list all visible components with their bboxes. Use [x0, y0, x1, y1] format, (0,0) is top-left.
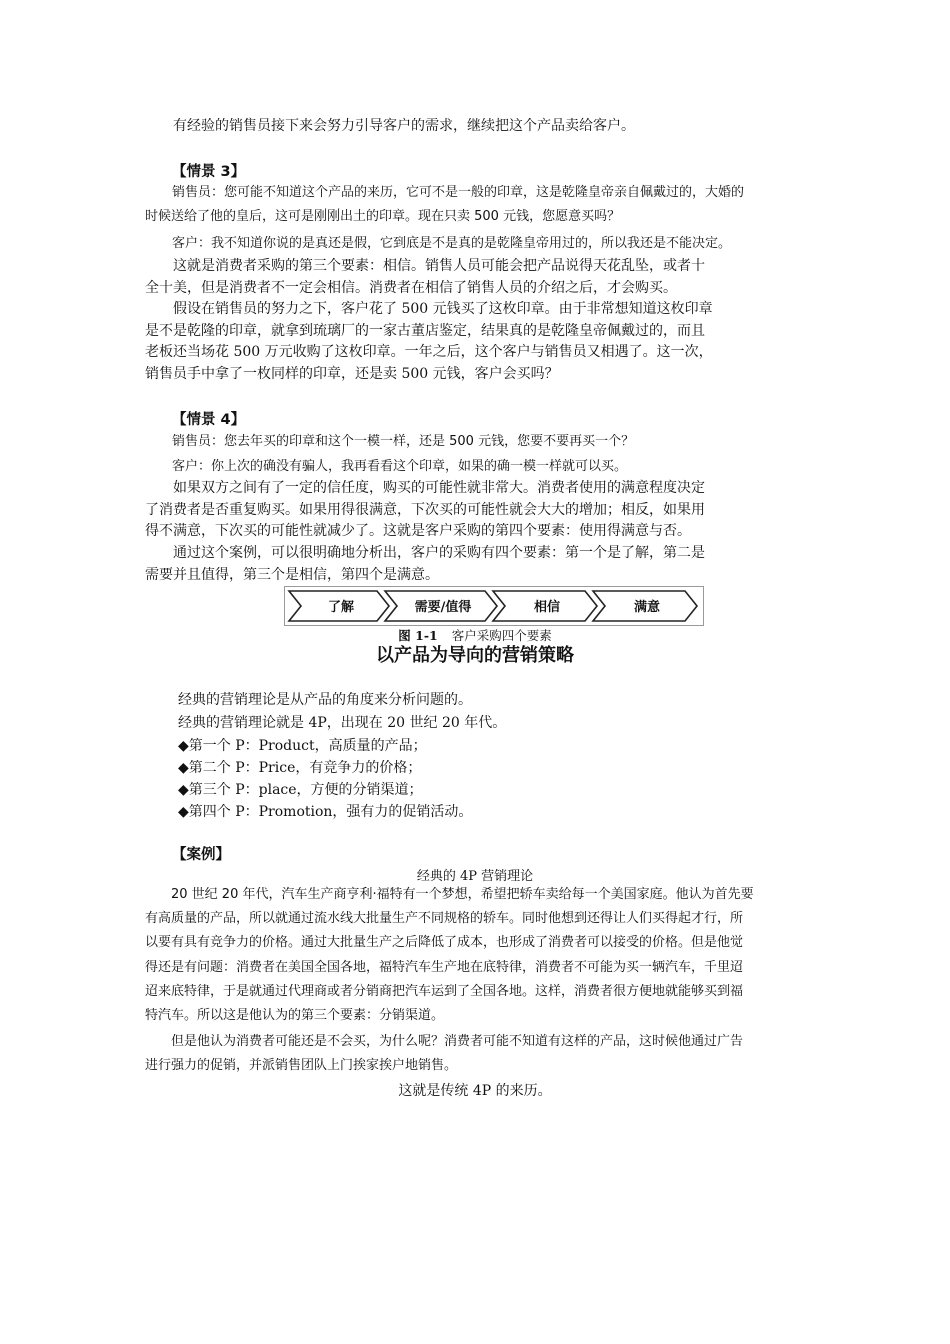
case-p1-line3: 以要有具有竞争力的价格。通过大批量生产之后降低了成本，也形成了消费者可以接受的价格。但是他觉	[145, 935, 744, 951]
scene3-seller-dialogue	[172, 181, 812, 205]
scene4-heading: 【情景 4】	[172, 412, 246, 428]
figure-caption-text: 客户采购四个要素	[451, 628, 552, 643]
intro-paragraph: 有经验的销售员接下来会努力引导客户的需求，继续把这个产品卖给客户。	[173, 118, 635, 134]
step-label-4: 满意	[633, 600, 661, 615]
bullet-promotion: ◆第四个 P：Promotion，强有力的促销活动。	[178, 804, 473, 820]
scene3-p1-line2: 全十美，但是消费者不一定会相信。消费者在相信了销售人员的介绍之后，才会购买。	[145, 279, 677, 296]
scene3-heading: 【情景 3】	[172, 164, 246, 180]
scene3-p2-line3: 老板还当场花 500 万元收购了这枚印章。一年之后，这个客户与销售员又相遇了。这一次，	[145, 344, 713, 360]
case-p2-line2: 进行强力的促销，并派销售团队上门挨家挨户地销售。	[145, 1058, 458, 1074]
case-p1-line5: 迢来底特律，于是就通过代理商或者分销商把汽车运到了全国各地。这样，消费者很方便地就能够买到福	[145, 983, 744, 999]
case-paragraph-1	[145, 883, 807, 1028]
scene3-seller-line1: 销售员：您可能不知道这个产品的来历，它可不是一般的印章，这是乾隆皇帝亲自佩戴过的，大婚的	[172, 185, 745, 200]
scene3-paragraph-2	[145, 299, 807, 385]
scene4-p1-line1: 如果双方之间有了一定的信任度，购买的可能性就非常大。消费者使用的满意程度决定	[173, 480, 705, 496]
case-p1-line4: 得还是有问题：消费者在美国全国各地，福特汽车生产地在底特律，消费者不可能为买一辆汽车，千里迢	[145, 959, 744, 975]
case-p1-line6: 特汽车。所以这是他认为的第三个要素：分销渠道。	[145, 1008, 445, 1024]
figure-caption-label: 图 1-1	[398, 628, 438, 643]
scene4-p2-line1: 通过这个案例，可以很明确地分析出，客户的采购有四个要素：第一个是了解，第二是	[173, 545, 705, 561]
case-p1-line2: 有高质量的产品，所以就通过流水线大批量生产不同规格的轿车。同时他想到还得让人们买得起才行，所	[145, 911, 744, 927]
purchase-arrows-diagram	[285, 587, 703, 625]
bullet-place: ◆第三个 P：place，方便的分销渠道；	[178, 782, 423, 798]
scene3-p2-line2: 是不是乾隆的印章，就拿到琉璃厂的一家古董店鉴定，结果真的是乾隆皇帝佩戴过的，而且	[145, 322, 705, 339]
case-paragraph-2	[145, 1030, 807, 1078]
bullet-price: ◆第二个 P：Price，有竞争力的价格；	[178, 760, 422, 776]
step-label-2: 需要/值得	[414, 600, 472, 615]
case-p2-line1: 但是他认为消费者可能还是不会买，为什么呢？消费者可能不知道有这样的产品，这时候他通过广告	[171, 1034, 744, 1049]
scene3-p2-line1: 假设在销售员的努力之下，客户花了 500 元钱买了这枚印章。由于非常想知道这枚印章	[173, 301, 713, 317]
scene3-seller-line2: 时候送给了他的皇后，这可是刚刚出土的印章。现在只卖 500 元钱，您愿意买吗？	[145, 209, 621, 224]
case-subtitle: 经典的 4P 营销理论	[416, 869, 534, 884]
scene4-paragraph-1	[145, 478, 807, 543]
theory-line-2: 经典的营销理论就是 4P，出现在 20 世纪 20 年代。	[178, 715, 507, 731]
step-label-3: 相信	[533, 600, 561, 615]
theory-line-1: 经典的营销理论是从产品的角度来分析问题的。	[178, 692, 472, 708]
scene3-p2-line4: 销售员手中拿了一枚同样的印章，还是卖 500 元钱，客户会买吗？	[145, 365, 559, 382]
scene3-customer-dialogue: 客户：我不知道你说的是真还是假，它到底是不是真的是乾隆皇帝用过的，所以我还是不能决定。	[172, 236, 732, 251]
scene4-p2-line2: 需要并且值得，第三个是相信，第四个是满意。	[145, 566, 439, 583]
case-p1-line1: 20 世纪 20 年代，汽车生产商亨利·福特有一个梦想，希望把轿车卖给每一个美国家庭。他认为首先要	[171, 887, 754, 902]
scene3-paragraph-1	[145, 256, 807, 299]
case-closing: 这就是传统 4P 的来历。	[398, 1083, 552, 1099]
bullet-product: ◆第一个 P：Product，高质量的产品；	[178, 738, 427, 754]
case-heading: 【案例】	[172, 847, 230, 863]
scene4-p1-line3: 得不满意，下次买的可能性就减少了。这就是客户采购的第四个要素：使用得满意与否。	[145, 523, 691, 539]
purchase-elements-figure	[284, 586, 704, 626]
section-title: 以产品为导向的营销策略	[376, 645, 574, 666]
scene3-p1-line1: 这就是消费者采购的第三个要素：相信。销售人员可能会把产品说得天花乱坠，或者十	[173, 258, 705, 274]
scene4-seller-dialogue: 销售员：您去年买的印章和这个一模一样，还是 500 元钱，您要不要再买一个？	[172, 434, 635, 449]
scene4-p1-line2: 了消费者是否重复购买。如果用得很满意，下次买的可能性就会大大的增加；相反，如果用	[145, 501, 705, 518]
step-label-1: 了解	[327, 600, 355, 615]
scene4-paragraph-2	[145, 543, 807, 586]
scene4-customer-dialogue: 客户：你上次的确没有骗人，我再看看这个印章，如果的确一模一样就可以买。	[172, 459, 628, 474]
